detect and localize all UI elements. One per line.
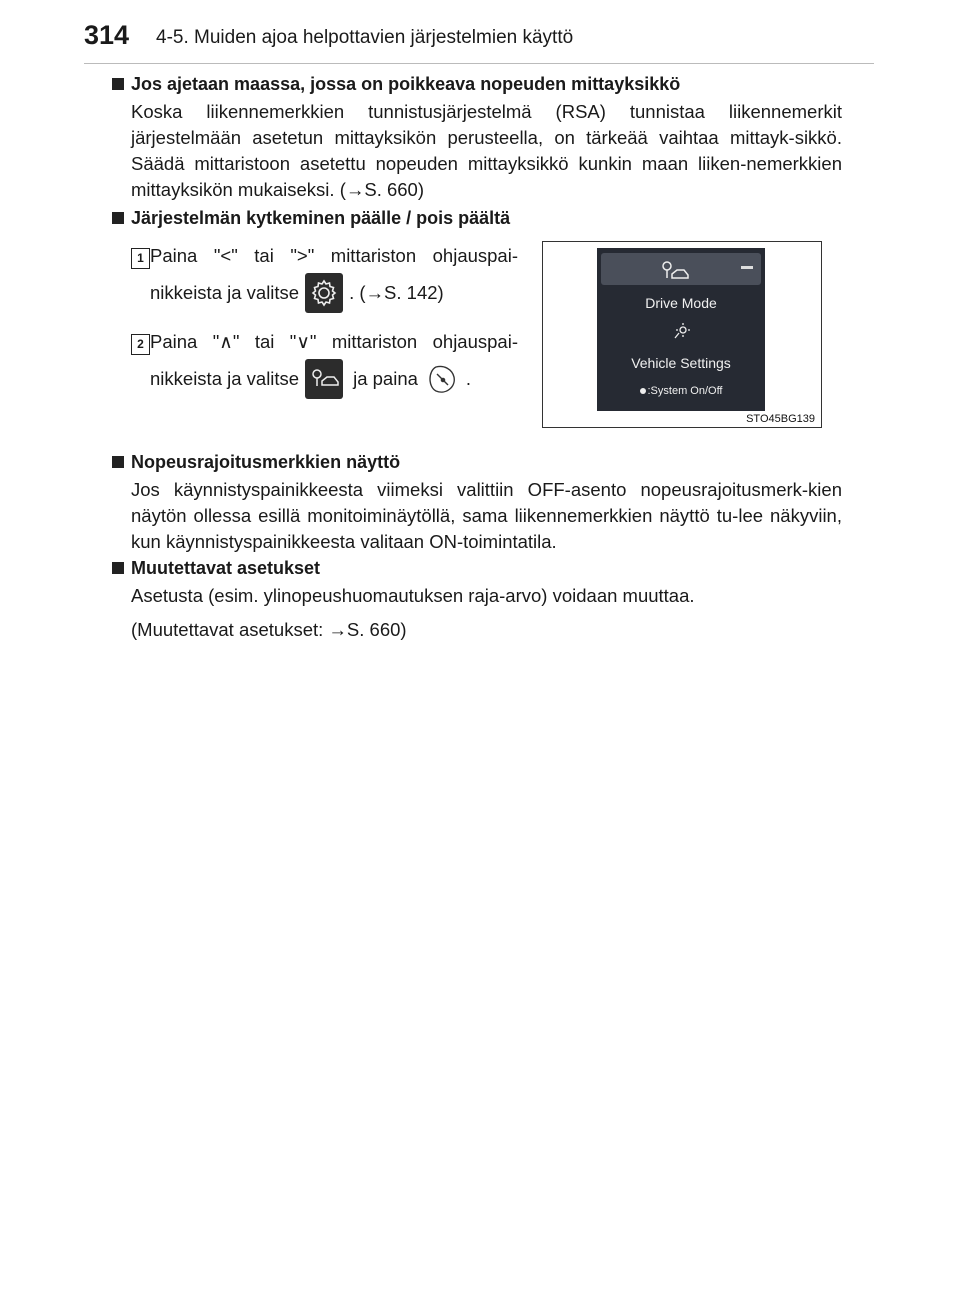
step-text: nikkeista ja valitse bbox=[150, 282, 300, 303]
section-changeable-settings bbox=[112, 555, 842, 643]
bullet-square-icon bbox=[112, 562, 124, 574]
section-speed-sign-display bbox=[112, 449, 842, 555]
section-body-ref: (Muutettavat asetukset: →S. 660) bbox=[131, 619, 407, 640]
step-text: Paina "∧" tai "∨" mittariston ohjauspai- bbox=[150, 331, 518, 352]
step-text: Paina "<" tai ">" mittariston ohjauspai- bbox=[150, 245, 518, 266]
step-number: 2 bbox=[131, 334, 150, 355]
chapter-title: 4-5. Muiden ajoa helpottavien järjestelmien käyttö bbox=[156, 27, 574, 48]
rsa-icon bbox=[305, 359, 343, 399]
figure-caption: STO45BG139 bbox=[746, 413, 815, 425]
page-number: 314 bbox=[84, 20, 130, 50]
rsa-menu-row bbox=[601, 253, 761, 285]
menu-item-drive-mode: Drive Mode bbox=[645, 295, 717, 311]
bullet-square-icon bbox=[112, 456, 124, 468]
bullet-square-icon bbox=[112, 212, 124, 224]
section-on-off bbox=[112, 205, 842, 231]
section-unit-change bbox=[112, 71, 842, 203]
section-heading: Muutettavat asetukset bbox=[131, 558, 321, 578]
section-heading: Järjestelmän kytkeminen päälle / pois päältä bbox=[131, 208, 511, 228]
section-body: Asetusta (esim. ylinopeushuomautuksen raja-arvo) voidaan muuttaa. bbox=[131, 585, 695, 606]
menu-item-vehicle-settings: Vehicle Settings bbox=[631, 355, 731, 371]
step-text: nikkeista ja valitse bbox=[150, 368, 300, 389]
step-text: ja paina bbox=[353, 368, 418, 389]
step-text: . bbox=[465, 368, 472, 389]
header-rule bbox=[84, 63, 874, 64]
instrument-display-figure bbox=[542, 241, 822, 428]
select-dot-icon bbox=[640, 388, 646, 394]
step-text: . (→S. 142) bbox=[349, 282, 444, 303]
step-number: 1 bbox=[131, 248, 150, 269]
section-body: Jos käynnistyspainikkeesta viimeksi valittiin OFF-asento nopeusrajoitusmerk-kien näytön ollessa esillä monitoiminäytöllä, sama liikennemerkkien näyttö tu-lee näkyviin, kun käynnistyspainikkeesta valitaan ON-toimintatila. bbox=[131, 479, 842, 552]
enter-button-icon bbox=[424, 361, 460, 397]
section-heading: Nopeusrajoitusmerkkien näyttö bbox=[131, 452, 401, 472]
bullet-square-icon bbox=[112, 78, 124, 90]
display-screen bbox=[597, 248, 765, 411]
section-body: Koska liikennemerkkien tunnistusjärjestelmä (RSA) tunnistaa liikennemerkit järjestelmään asetetun mittayksikön perusteella, on tärkeää vaihtaa mittayk-sikkö. Säädä mittaristoon asetettu nopeuden mittayksikkö kunkin maan liiken-nemerkkien mittayksikön mukaiseksi. (→S. 660) bbox=[131, 101, 842, 200]
rsa-menu-icon bbox=[601, 253, 761, 285]
settings-icon bbox=[597, 320, 765, 344]
gear-icon bbox=[305, 273, 343, 313]
system-on-off-hint: :System On/Off bbox=[647, 385, 723, 397]
section-heading: Jos ajetaan maassa, jossa on poikkeava nopeuden mittayksikkö bbox=[131, 74, 681, 94]
